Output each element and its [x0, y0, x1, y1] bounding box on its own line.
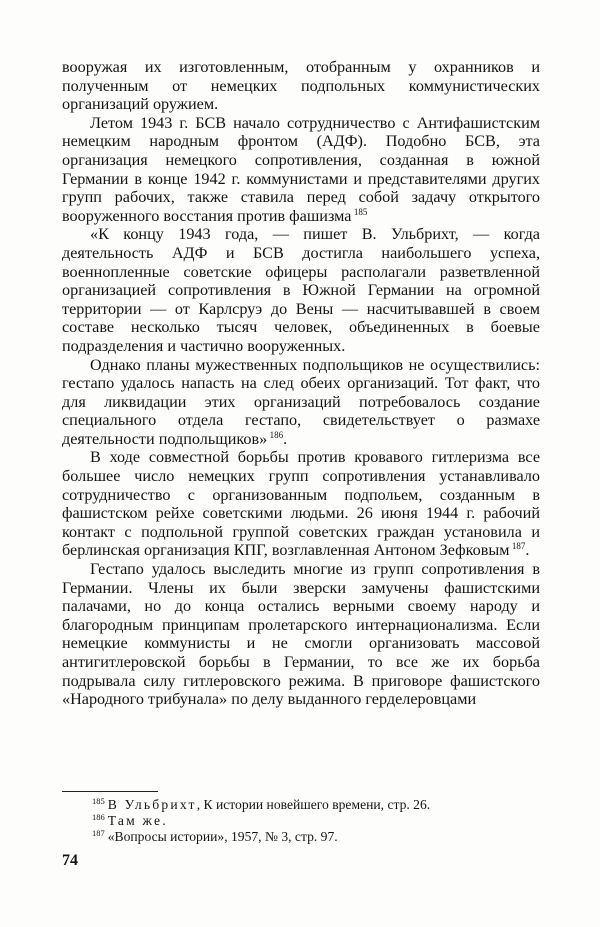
paragraph-4: Однако планы мужественных подпольщиков не осуществились: гестапо удалось напасть на след обеих организаций. Тот факт, что для ликвидации этих организаций потребовалось создание специального отдела гестапо, свидетельствует о размахе деятельности подпольщиков» $^{186}$. [62, 355, 540, 448]
footnote-187 [92, 829, 542, 845]
footnote-text: . [162, 813, 166, 828]
paragraph-1: вооружая их изготовленным, отобранным у охранников и полученным от немецких подпольных коммунистических организаций оружием. [62, 58, 540, 114]
footnote-185 [92, 797, 542, 813]
footnote-186 [92, 813, 542, 829]
footnote-ref-186[interactable]: 186 [269, 429, 284, 440]
paragraph-5: В ходе совместной борьбы против кровавого гитлеризма все большее число немецких групп сопротивления устанавливало сотрудничество с организованным подпольем, созданным в фашистском рейхе советскими людьми. 26 июня 1944 г. рабочий контакт с подпольной группой советских граждан установила и берлинская организация КПГ, возглавленная Антоном Зефковым $^{187}$. [62, 448, 540, 560]
paragraph-6: Гестапо удалось выследить многие из групп сопротивления в Германии. Члены их были зверски замучены фашистскими палачами, но до конца остались верными своему народу и благородным принципам пролетарского интернационализма. Если немецкие коммунисты и не смогли организовать массовой антигитлеровской борьбы в Германии, то все же их борьба подрывала силу гитлеровского режима. В приговоре фашистского «Народного трибунала» по делу выданного герделеровцами [62, 560, 540, 709]
footnote-author: В Ульбрихт [107, 797, 197, 812]
paragraph-3: «К концу 1943 года, — пишет В. Ульбрихт, — когда деятельность АДФ и БСВ достигла наибольшего успеха, военнопленные советские офицеры располагали разветвленной организацией сопротивления в Южной Германии на огромной территории — от Карлсруэ до Вены — насчитывавшей в своем составе несколько тысяч человек, объединенных в боевые подразделения и частично вооруженных. [62, 225, 540, 355]
footnote-ref-187[interactable]: 187 [511, 541, 526, 552]
page-number: 74 [62, 852, 78, 869]
footnote-ref-185[interactable]: 185 [353, 206, 368, 217]
footnote-text: , К истории новейшего времени, стр. 26. [196, 797, 431, 812]
footnote-number: 185 [92, 796, 105, 806]
footnote-number: 187 [92, 828, 105, 838]
footnotes [92, 797, 542, 845]
footnote-author: Там же [107, 813, 163, 828]
footnote-divider [62, 791, 158, 792]
main-text [62, 58, 540, 709]
paragraph-2: Летом 1943 г. БСВ начало сотрудничество с Антифашистским немецким народным фронтом (АДФ). Подобно БСВ, эта организация немецкого сопротивления, созданная в южной Германии в конце 1942 г. коммунистами и представителями других групп рабочих, также ставила перед собой задачу открытого вооруженного восстания против фашизма $^{185}$ [62, 113, 540, 225]
footnote-text: «Вопросы истории», 1957, № 3, стр. 97. [107, 829, 338, 844]
footnote-number: 186 [92, 812, 105, 822]
